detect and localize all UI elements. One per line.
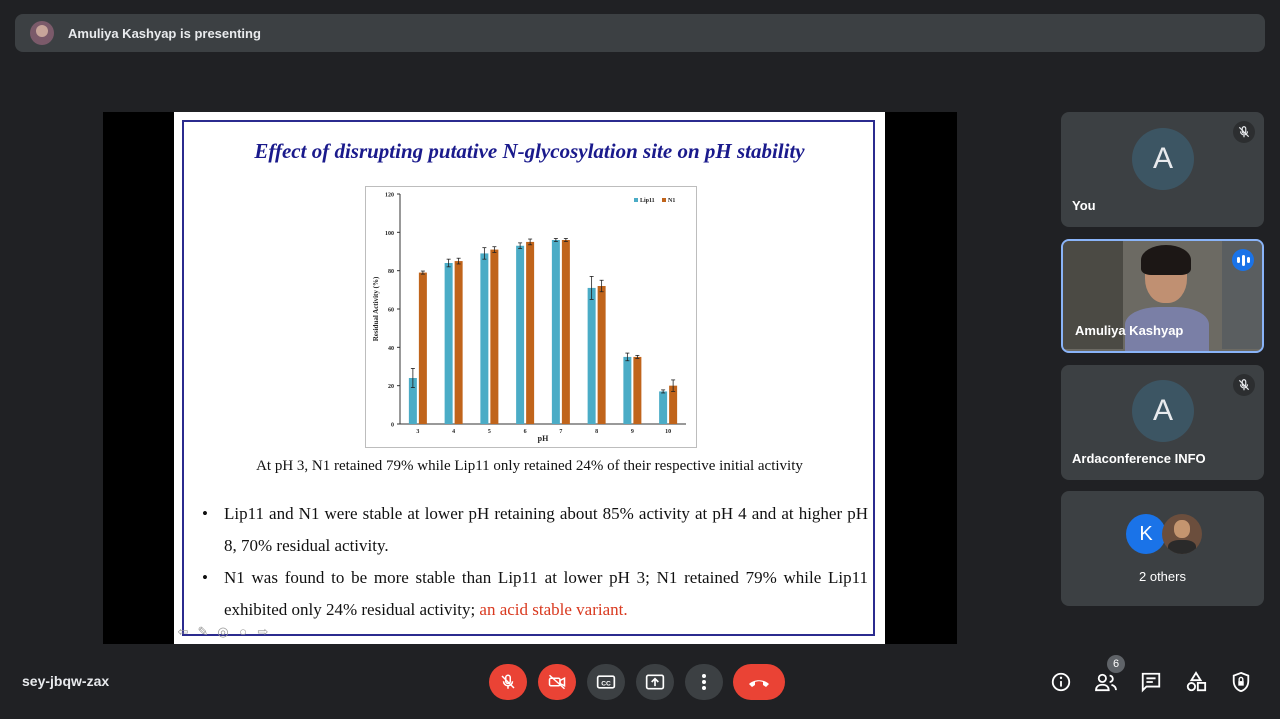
x-tick-label: 8 [595, 429, 599, 435]
bar-lip11 [445, 263, 453, 424]
legend-swatch [634, 198, 638, 202]
speaker-hair [1141, 245, 1191, 275]
participant-tile-speaker[interactable] [1061, 239, 1264, 353]
meeting-code: sey-jbqw-zax [22, 673, 110, 689]
participant-name: Amuliya Kashyap [1075, 323, 1184, 338]
participant-tile-others[interactable] [1061, 491, 1264, 606]
x-axis-title: pH [537, 434, 549, 443]
y-tick-label: 120 [385, 192, 394, 199]
bar-n1 [490, 250, 498, 424]
participant-avatar: A [1132, 128, 1194, 190]
bar-n1 [633, 357, 641, 424]
participant-avatar-photo [1162, 514, 1202, 554]
mic-off-icon [1233, 121, 1255, 143]
bullet-list [202, 498, 868, 626]
bullet-text: N1 was found to be more stable than Lip11 at lower pH 3; N1 retained 79% while Lip11 exhibited only 24% residual activity; [224, 568, 868, 619]
legend-label: N1 [668, 198, 676, 204]
arrow-right-icon[interactable]: ⇨ [257, 624, 269, 639]
mic-off-icon [1233, 374, 1255, 396]
activities-button[interactable] [1183, 669, 1209, 695]
y-tick-label: 80 [388, 269, 394, 276]
participant-count-badge: 6 [1107, 655, 1125, 673]
presenter-avatar [30, 21, 54, 45]
bar-n1 [526, 242, 534, 424]
speaking-indicator-icon [1232, 249, 1254, 271]
bar-lip11 [623, 357, 631, 424]
slide-toolbar [174, 624, 272, 640]
x-tick-label: 4 [452, 429, 456, 435]
bullet-highlight: an acid stable variant. [479, 600, 628, 619]
arrow-left-icon[interactable]: ⇦ [177, 624, 189, 639]
shield-lock-icon [1231, 671, 1251, 693]
presentation-stage [103, 112, 957, 644]
participant-name: Ardaconference INFO [1072, 451, 1206, 466]
info-icon [1050, 671, 1072, 693]
participant-tile-you[interactable] [1061, 112, 1264, 227]
bar-n1 [598, 286, 606, 424]
slide [174, 112, 885, 644]
y-tick-label: 0 [391, 422, 394, 429]
presenting-text: Amuliya Kashyap is presenting [68, 25, 261, 41]
bar-lip11 [480, 253, 488, 424]
people-icon [1094, 672, 1118, 692]
more-vert-icon [701, 673, 707, 691]
mic-off-icon [499, 673, 517, 691]
svg-text:CC: CC [601, 680, 611, 688]
meeting-details-button[interactable] [1048, 669, 1074, 695]
chart [365, 186, 697, 448]
bar-lip11 [659, 391, 667, 424]
x-tick-label: 9 [630, 429, 634, 435]
chart-caption: At pH 3, N1 retained 79% while Lip11 only retained 24% of their respective initial activity [256, 458, 803, 474]
camera-off-icon [547, 673, 567, 691]
bar-n1 [562, 240, 570, 424]
bullet-item [202, 498, 868, 562]
presenting-bar [15, 14, 1265, 52]
x-tick-label: 7 [559, 429, 563, 435]
bullet-item [202, 562, 868, 626]
legend-swatch [662, 198, 666, 202]
host-controls-button[interactable] [1228, 669, 1254, 695]
chat-button[interactable] [1138, 669, 1164, 695]
bar-chart-svg [366, 187, 696, 447]
x-tick-label: 6 [523, 429, 527, 435]
y-tick-label: 20 [388, 384, 394, 391]
pen-icon[interactable]: ✎ [197, 624, 209, 639]
activities-icon [1185, 671, 1207, 693]
x-tick-label: 5 [487, 429, 491, 435]
y-tick-label: 40 [388, 345, 394, 352]
bar-lip11 [516, 246, 524, 424]
y-tick-label: 100 [385, 230, 394, 237]
bar-lip11 [552, 240, 560, 424]
present-now-button[interactable] [636, 664, 674, 700]
legend-label: Lip11 [640, 198, 655, 204]
hang-up-icon [747, 676, 771, 688]
participant-name: You [1072, 198, 1096, 213]
participant-avatar: A [1132, 380, 1194, 442]
leave-call-button[interactable] [733, 664, 785, 700]
x-tick-label: 3 [416, 429, 420, 435]
slide-title: Effect of disrupting putative N-glycosylation site on pH stability [254, 139, 805, 163]
participant-tile-ardaconference[interactable] [1061, 365, 1264, 480]
participant-name: 2 others [1139, 569, 1186, 584]
bar-lip11 [588, 288, 596, 424]
present-screen-icon [645, 673, 665, 691]
bar-n1 [455, 261, 463, 424]
bar-n1 [419, 273, 427, 424]
circle-icon[interactable]: ◎ [217, 624, 229, 639]
y-axis-title: Residual Activity (%) [372, 276, 380, 342]
participant-avatar: K [1126, 514, 1166, 554]
y-tick-label: 60 [388, 307, 394, 314]
captions-button[interactable] [587, 664, 625, 700]
circle-icon[interactable]: ○ [239, 624, 247, 639]
captions-icon [596, 674, 616, 690]
more-options-button[interactable] [685, 664, 723, 700]
mic-toggle-button[interactable] [489, 664, 527, 700]
x-tick-label: 10 [665, 429, 672, 435]
bullet-text: Lip11 and N1 were stable at lower pH retaining about 85% activity at pH 4 and at higher pH 8, 70% residual activity. [224, 504, 868, 555]
chat-icon [1140, 671, 1162, 693]
camera-toggle-button[interactable] [538, 664, 576, 700]
